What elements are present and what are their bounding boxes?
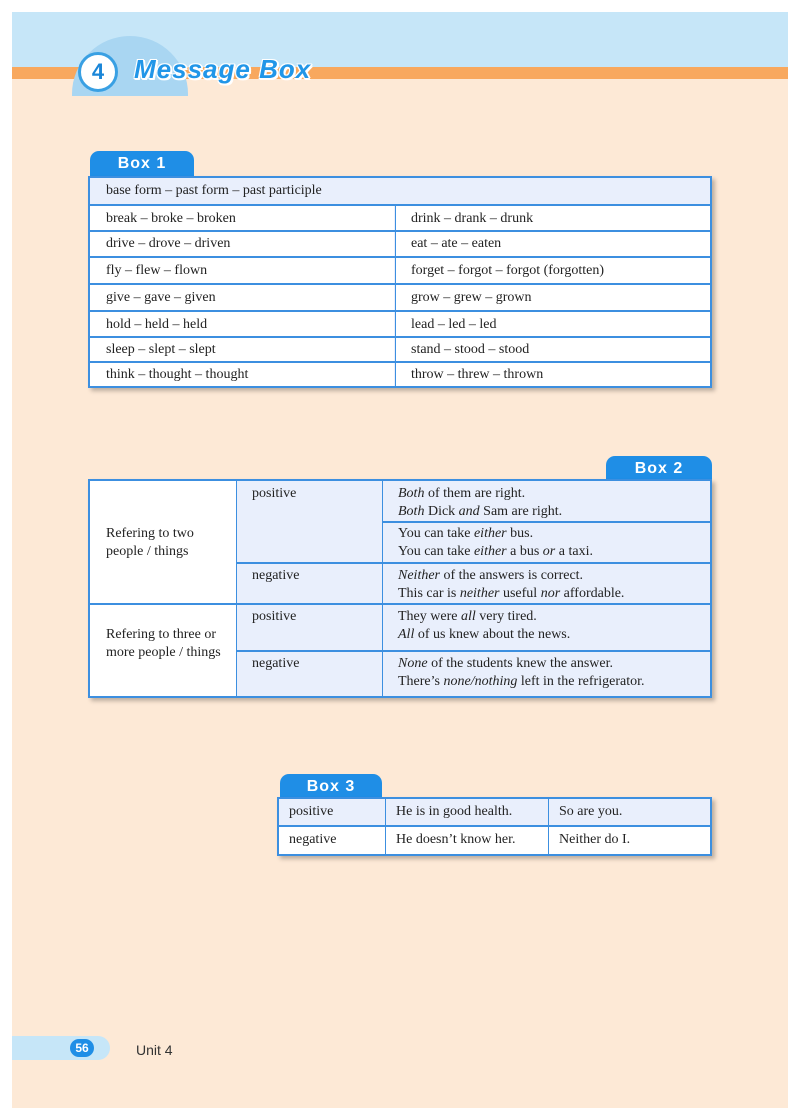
keyword: none/nothing [443, 674, 518, 689]
box1-table [88, 176, 712, 388]
example-line: None of the students knew the answer. [398, 656, 614, 671]
keyword: nor [540, 586, 561, 601]
box3-tab: Box 3 [280, 774, 382, 800]
keyword: and [458, 504, 480, 519]
verb-forms: sleep – slept – slept [106, 342, 216, 357]
verb-forms: hold – held – held [106, 317, 208, 332]
divider [90, 603, 710, 605]
keyword: neither [459, 586, 500, 601]
box2-label-column-bg [90, 481, 236, 696]
example-sentences [388, 525, 708, 561]
box3-table [277, 797, 712, 856]
column-divider [395, 205, 396, 386]
divider [279, 825, 710, 827]
column-divider [236, 481, 237, 696]
box1-heading: base form – past form – past participle [106, 183, 322, 198]
verb-forms: stand – stood – stood [411, 342, 530, 357]
divider [236, 650, 710, 652]
verb-forms: fly – flew – flown [106, 263, 208, 278]
group-label-three-or-more: Refering to three or more people / things [106, 627, 221, 660]
box3-cell: positive [289, 804, 334, 819]
footer-band [12, 1036, 110, 1060]
keyword: either [473, 544, 507, 559]
section-number-badge: 4 [78, 52, 118, 92]
box2-table [88, 479, 712, 698]
polarity-label: positive [252, 609, 297, 624]
example-sentences [388, 655, 708, 691]
divider [90, 256, 710, 258]
divider [90, 204, 710, 206]
example-line: Both Dick and Sam are right. [398, 504, 563, 519]
verb-forms: forget – forgot – forgot (forgotten) [411, 263, 604, 278]
example-line: They were all very tired. [398, 609, 537, 624]
example-line: You can take either bus. [398, 526, 534, 541]
box3-cell: He doesn’t know her. [396, 832, 516, 847]
example-line: All of us knew about the news. [398, 627, 571, 642]
keyword: Neither [398, 568, 440, 583]
verb-forms: break – broke – broken [106, 211, 236, 226]
page-title: Message Box [134, 54, 312, 84]
divider [90, 283, 710, 285]
polarity-label: negative [252, 656, 300, 671]
box1-tab: Box 1 [90, 151, 194, 177]
keyword: or [542, 544, 556, 559]
group-label-two: Refering to two people / things [106, 526, 194, 559]
divider [90, 310, 710, 312]
example-line: Both of them are right. [398, 486, 526, 501]
verb-forms: drive – drove – driven [106, 236, 231, 251]
example-line: There’s none/nothing left in the refrigerator. [398, 674, 645, 689]
verb-forms: give – gave – given [106, 290, 216, 305]
keyword: Both [398, 504, 425, 519]
example-line: Neither of the answers is correct. [398, 568, 584, 583]
divider [236, 562, 710, 564]
example-sentences [388, 485, 708, 521]
box3-cell: So are you. [559, 804, 623, 819]
box2-tab: Box 2 [606, 456, 712, 482]
keyword: either [473, 526, 507, 541]
unit-label: Unit 4 [136, 1042, 173, 1058]
keyword: all [460, 609, 476, 624]
example-line: This car is neither useful nor affordable. [398, 586, 625, 601]
divider [90, 230, 710, 232]
divider [90, 361, 710, 363]
keyword: None [398, 656, 428, 671]
column-divider [382, 481, 383, 696]
verb-forms: throw – threw – thrown [411, 367, 544, 382]
keyword: All [398, 627, 415, 642]
polarity-label: positive [252, 486, 297, 501]
box3-cell: Neither do I. [559, 832, 631, 847]
verb-forms: eat – ate – eaten [411, 236, 502, 251]
box3-cell: He is in good health. [396, 804, 513, 819]
keyword: Both [398, 486, 425, 501]
page-number: 56 [70, 1039, 94, 1057]
verb-forms: think – thought – thought [106, 367, 249, 382]
example-line: You can take either a bus or a taxi. [398, 544, 593, 559]
divider [90, 336, 710, 338]
verb-forms: grow – grew – grown [411, 290, 532, 305]
polarity-label: negative [252, 568, 300, 583]
box3-cell: negative [289, 832, 337, 847]
example-sentences [388, 608, 708, 644]
verb-forms: lead – led – led [411, 317, 497, 332]
divider [383, 521, 710, 523]
verb-forms: drink – drank – drunk [411, 211, 534, 226]
example-sentences [388, 567, 708, 603]
